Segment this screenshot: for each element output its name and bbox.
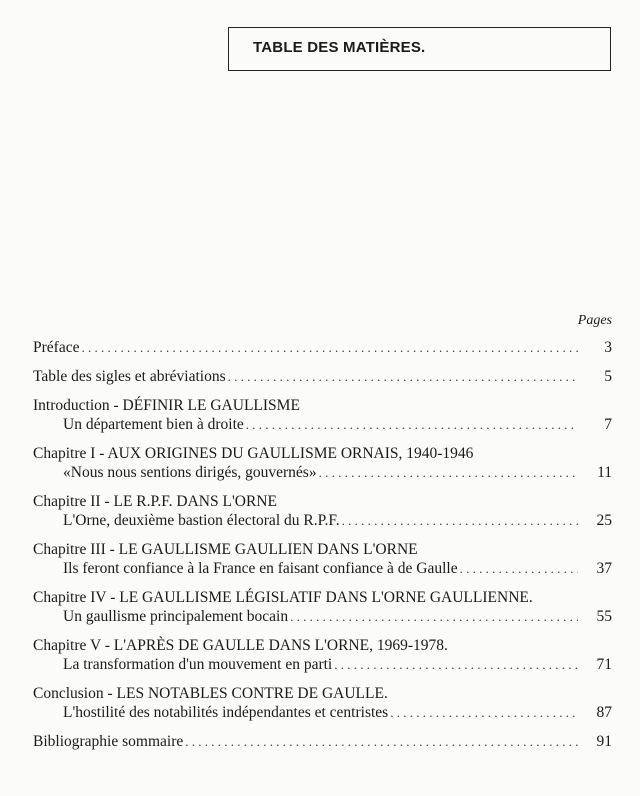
toc-entry-heading-line <box>33 492 612 511</box>
toc-entry <box>33 636 612 674</box>
toc-entry-subtitle-line <box>33 559 612 578</box>
toc-entry-subtitle-line <box>33 655 612 674</box>
toc-entry <box>33 367 612 386</box>
toc-page-number: 7 <box>604 416 612 433</box>
toc-entry-subtitle-line <box>33 607 612 626</box>
toc-entry-heading-line <box>33 636 612 655</box>
toc-page-number: 87 <box>596 704 612 721</box>
toc-entry-subtitle: La transformation d'un mouvement en parti <box>63 656 333 673</box>
toc-entry-heading-line <box>33 367 612 386</box>
toc-entry-subtitle: L'Orne, deuxième bastion électoral du R.P.F. <box>63 512 340 529</box>
dot-leader <box>390 703 578 722</box>
toc-entry-subtitle-line <box>33 511 612 530</box>
toc-entry-heading: Chapitre I - AUX ORIGINES DU GAULLISME ORNAIS, 1940-1946 <box>33 445 474 462</box>
table-of-contents <box>33 338 612 761</box>
dot-leader <box>81 338 578 357</box>
toc-entry-heading: Introduction - DÉFINIR LE GAULLISME <box>33 397 300 414</box>
dot-leader <box>334 655 578 674</box>
toc-entry <box>33 732 612 751</box>
toc-entry <box>33 492 612 530</box>
toc-entry-subtitle: Ils feront confiance à la France en faisant confiance à de Gaulle <box>63 560 458 577</box>
toc-entry-heading-line <box>33 396 612 415</box>
title-box <box>228 27 611 71</box>
toc-page-number: 55 <box>596 608 612 625</box>
toc-entry-heading: Chapitre IV - LE GAULLISME LÉGISLATIF DANS L'ORNE GAULLIENNE. <box>33 589 533 606</box>
toc-entry <box>33 588 612 626</box>
toc-entry-heading: Chapitre II - LE R.P.F. DANS L'ORNE <box>33 493 277 510</box>
toc-entry-subtitle: «Nous nous sentions dirigés, gouvernés» <box>63 464 317 481</box>
toc-entry-subtitle: L'hostilité des notabilités indépendantes et centristes <box>63 704 389 721</box>
toc-page-number: 25 <box>596 512 612 529</box>
toc-entry <box>33 338 612 357</box>
dot-leader <box>319 463 578 482</box>
toc-entry-subtitle-line <box>33 415 612 434</box>
toc-entry <box>33 684 612 722</box>
toc-page-number: 91 <box>596 733 612 750</box>
toc-entry-heading: Préface <box>33 339 80 356</box>
page-title: TABLE DES MATIÈRES. <box>253 39 426 56</box>
dot-leader <box>185 732 578 751</box>
toc-entry-subtitle: Un département bien à droite <box>63 416 244 433</box>
toc-entry-heading-line <box>33 684 612 703</box>
toc-entry-heading: Bibliographie sommaire <box>33 733 184 750</box>
toc-entry <box>33 444 612 482</box>
toc-page-number: 11 <box>597 464 612 481</box>
toc-entry-subtitle-line <box>33 463 612 482</box>
toc-entry-heading-line <box>33 540 612 559</box>
toc-entry-heading-line <box>33 338 612 357</box>
dot-leader <box>290 607 578 626</box>
toc-page-number: 37 <box>596 560 612 577</box>
toc-page-number: 3 <box>604 339 612 356</box>
toc-page-number: 71 <box>596 656 612 673</box>
toc-entry <box>33 396 612 434</box>
toc-entry-subtitle: Un gaullisme principalement bocain <box>63 608 289 625</box>
toc-entry-heading: Table des sigles et abréviations <box>33 368 226 385</box>
toc-entry-heading: Conclusion - LES NOTABLES CONTRE DE GAULLE. <box>33 685 388 702</box>
toc-entry <box>33 540 612 578</box>
toc-entry-heading: Chapitre III - LE GAULLISME GAULLIEN DANS L'ORNE <box>33 541 418 558</box>
toc-entry-subtitle-line <box>33 703 612 722</box>
dot-leader <box>246 415 578 434</box>
pages-column-label: Pages <box>577 313 612 328</box>
dot-leader <box>228 367 578 386</box>
toc-entry-heading-line <box>33 444 612 463</box>
dot-leader <box>460 559 578 578</box>
dot-leader <box>342 511 578 530</box>
toc-entry-heading-line <box>33 732 612 751</box>
toc-page-number: 5 <box>604 368 612 385</box>
toc-entry-heading-line <box>33 588 612 607</box>
toc-entry-heading: Chapitre V - L'APRÈS DE GAULLE DANS L'ORNE, 1969-1978. <box>33 637 448 654</box>
